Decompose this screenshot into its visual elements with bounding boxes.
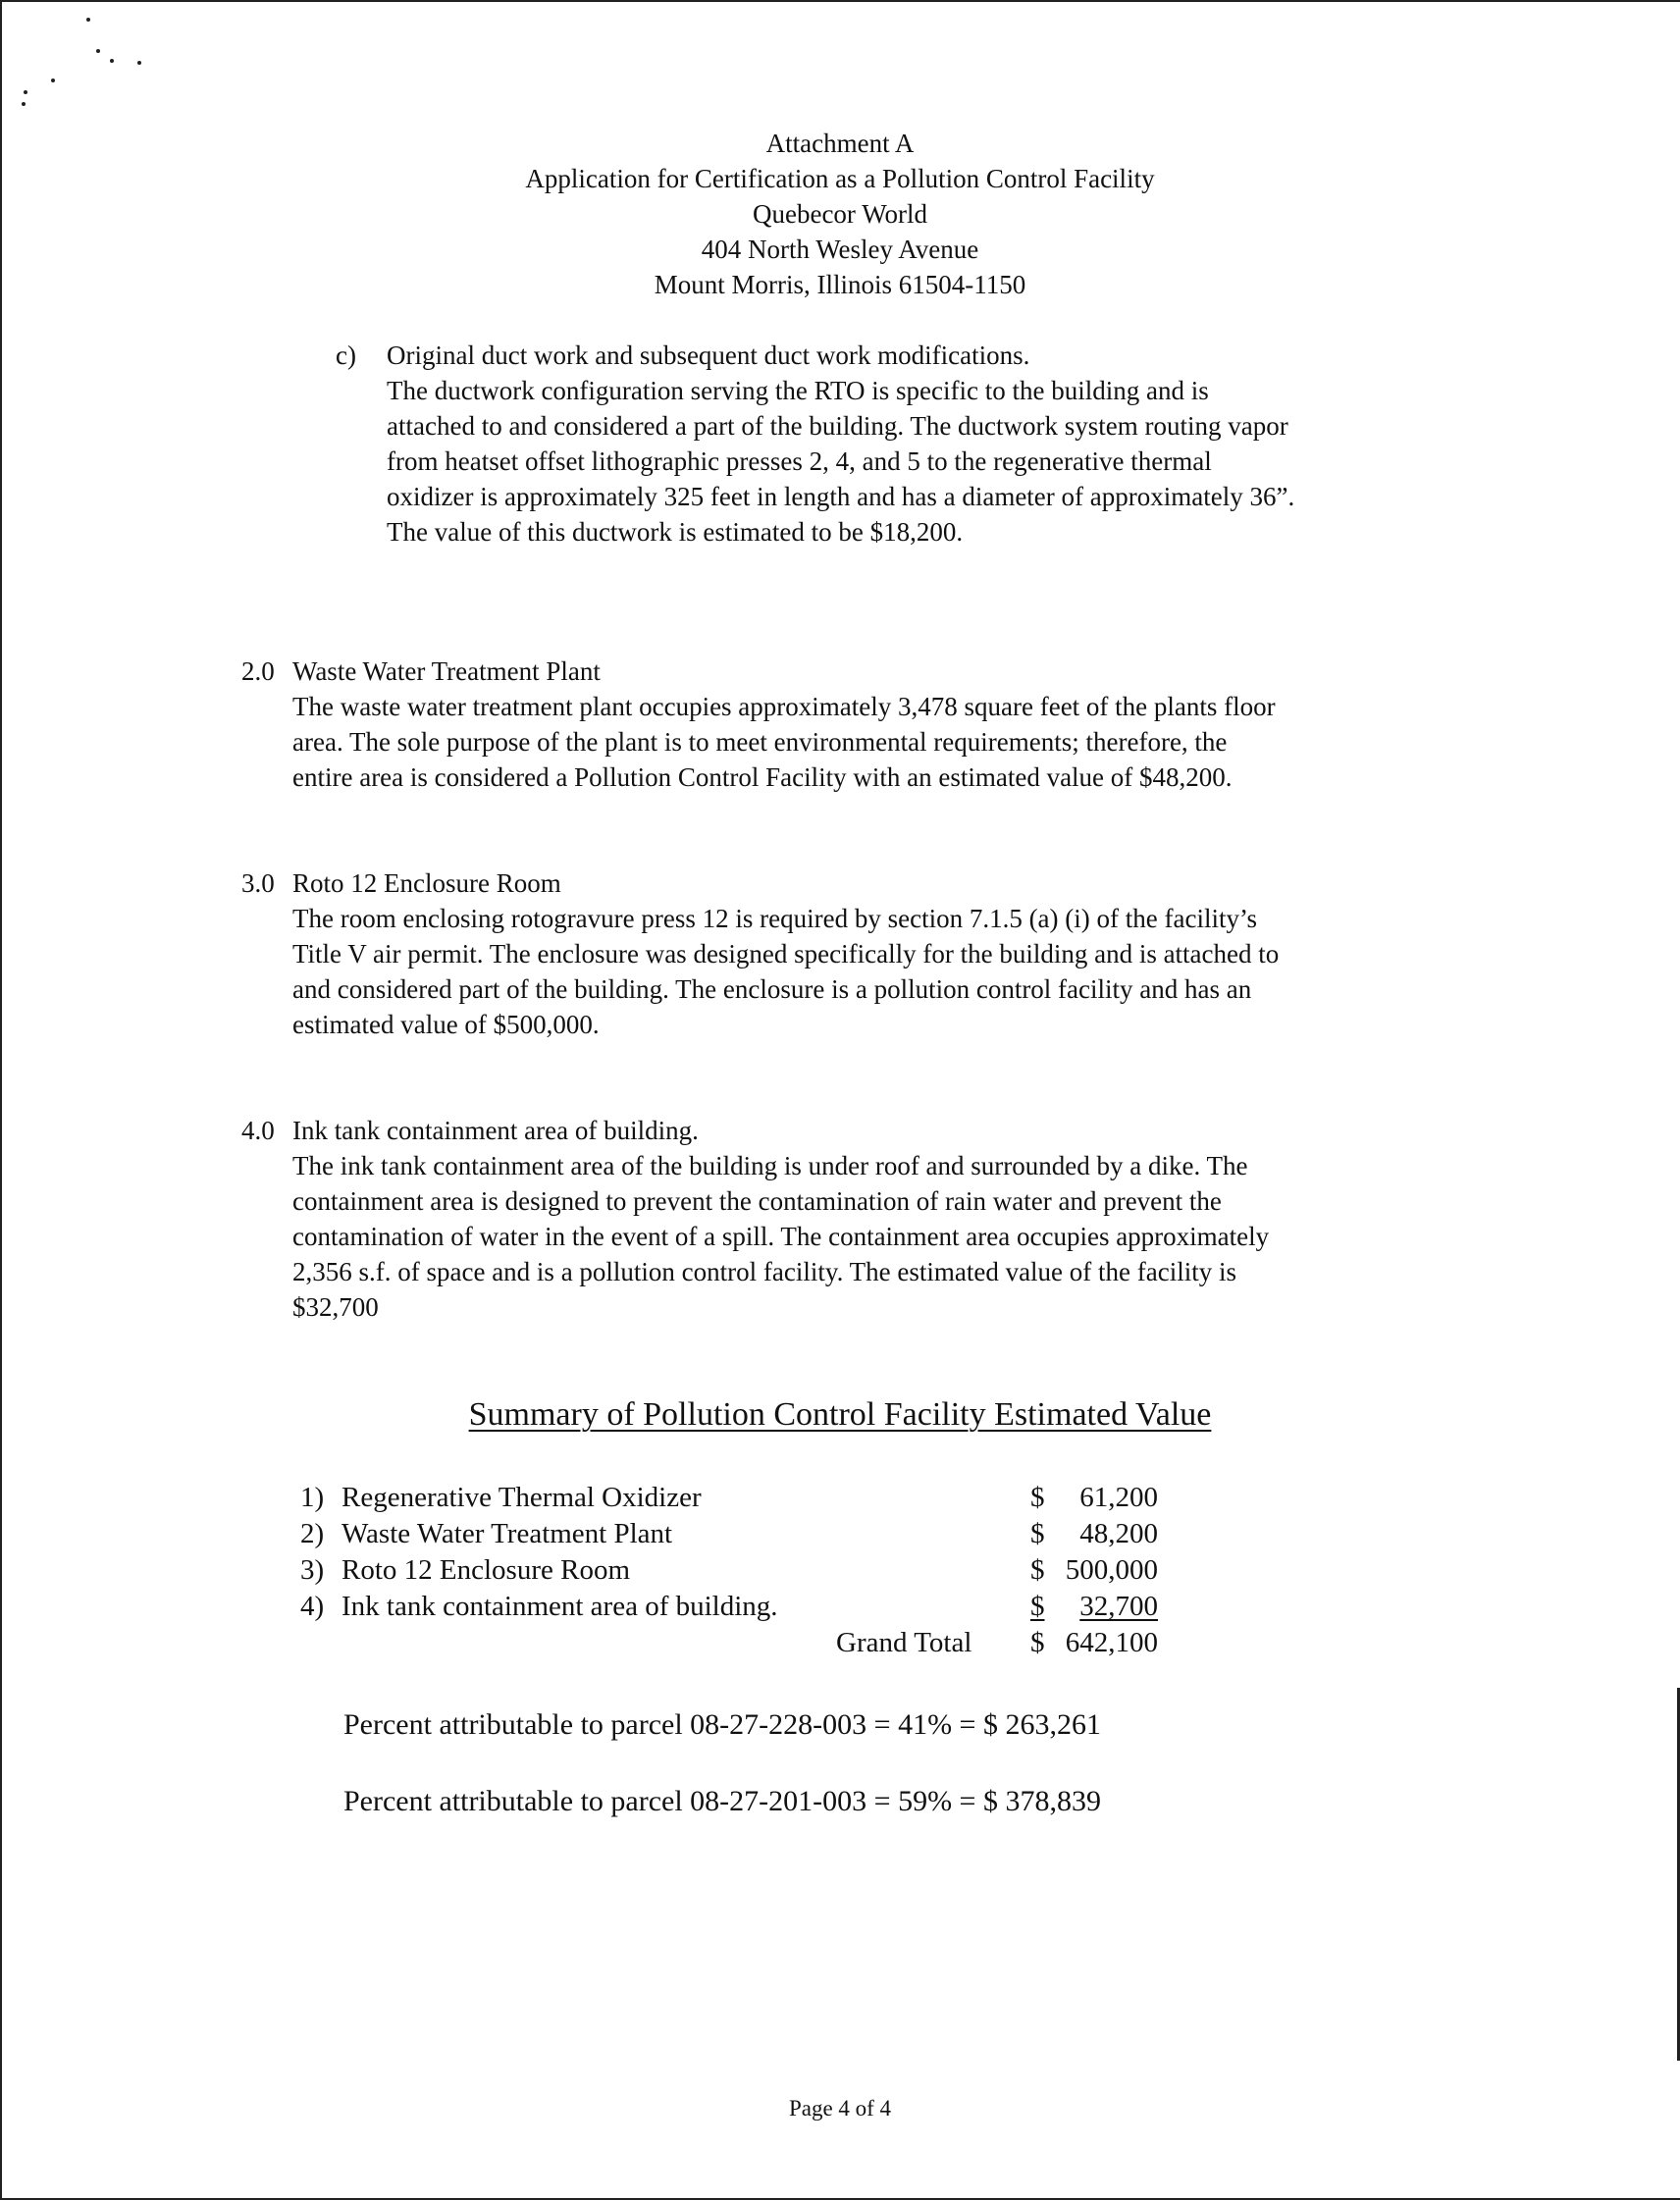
summary-row-number: 2) <box>300 1518 325 1549</box>
summary-row <box>300 1552 1183 1589</box>
summary-row-amount <box>1030 1589 1158 1625</box>
section-line: The waste water treatment plant occupies approximately 3,478 square feet of the plants floor <box>292 692 1276 721</box>
item-c-line: attached to and considered a part of the building. The ductwork system routing vapor <box>387 411 1288 441</box>
grand-total-amount <box>1030 1625 1158 1661</box>
section-heading: Waste Water Treatment Plant <box>292 656 601 686</box>
section-line: and considered part of the building. The enclosure is a pollution control facility and has an <box>292 974 1252 1004</box>
scan-speck <box>51 79 55 82</box>
summary-title: Summary of Pollution Control Facility Estimated Value <box>468 1396 1212 1433</box>
summary-row-amount <box>1030 1552 1158 1589</box>
item-c-line: oxidizer is approximately 325 feet in length and has a diameter of approximately 36”. <box>387 482 1295 511</box>
summary-row-label: Waste Water Treatment Plant <box>341 1518 673 1549</box>
summary-row-amount <box>1030 1516 1158 1552</box>
header-street-address: 404 North Wesley Avenue <box>701 235 979 264</box>
scan-speck <box>24 90 27 94</box>
scan-edge-top <box>0 0 1680 2</box>
currency-symbol: $ <box>1030 1518 1045 1549</box>
header-application-title: Application for Certification as a Pollution Control Facility <box>525 164 1155 193</box>
item-c-line: Original duct work and subsequent duct work modifications. <box>387 340 1030 370</box>
section-number: 2.0 <box>241 656 275 686</box>
parcel-percentage-1: Percent attributable to parcel 08-27-228-003 = 41% = $ 263,261 <box>343 1708 1101 1741</box>
section-line: Title V air permit. The enclosure was designed specifically for the building and is attached to <box>292 939 1280 969</box>
section-number: 3.0 <box>241 868 275 898</box>
document-header <box>0 126 1680 302</box>
item-c-line: The value of this ductwork is estimated to be $18,200. <box>387 517 964 547</box>
section-paragraph <box>292 689 1276 795</box>
summary-row <box>300 1516 1183 1552</box>
item-c-marker: c) <box>336 340 356 370</box>
section-line: area. The sole purpose of the plant is to meet environmental requirements; therefore, the <box>292 727 1228 757</box>
section-line: containment area is designed to prevent the contamination of rain water and prevent the <box>292 1186 1222 1216</box>
header-attachment: Attachment A <box>765 129 915 158</box>
item-c-line: The ductwork configuration serving the RTO is specific to the building and is <box>387 376 1209 405</box>
item-c-content <box>387 338 1294 550</box>
summary-row-number: 3) <box>300 1554 325 1586</box>
scan-speck <box>22 102 26 106</box>
section-line: 2,356 s.f. of space and is a pollution control facility. The estimated value of the facility is <box>292 1257 1236 1286</box>
item-c-line: from heatset offset lithographic presses 2, 4, and 5 to the regenerative thermal <box>387 446 1212 476</box>
summary-row <box>300 1589 1183 1625</box>
scan-edge-left <box>0 0 2 2200</box>
currency-symbol: $ <box>1030 1627 1045 1658</box>
page-number: Page 4 of 4 <box>788 2096 892 2121</box>
section-number: 4.0 <box>241 1116 275 1145</box>
scan-speck <box>86 18 90 22</box>
scan-speck <box>110 59 114 63</box>
section-paragraph <box>292 901 1279 1042</box>
parcel-percentage-2: Percent attributable to parcel 08-27-201-003 = 59% = $ 378,839 <box>343 1785 1101 1817</box>
currency-symbol: $ <box>1030 1482 1045 1513</box>
section-paragraph <box>292 1148 1269 1325</box>
amount-value: 48,200 <box>1079 1518 1158 1549</box>
section-line: The ink tank containment area of the building is under roof and surrounded by a dike. The <box>292 1151 1248 1180</box>
currency-symbol: $ <box>1030 1591 1045 1622</box>
summary-row <box>300 1480 1183 1516</box>
amount-value: 61,200 <box>1079 1482 1158 1513</box>
section-line: $32,700 <box>292 1292 379 1322</box>
currency-symbol: $ <box>1030 1554 1045 1586</box>
section-line: estimated value of $500,000. <box>292 1010 600 1039</box>
section-heading: Ink tank containment area of building. <box>292 1116 699 1145</box>
summary-row-number: 1) <box>300 1482 325 1513</box>
scan-speck <box>96 49 100 53</box>
amount-value: 642,100 <box>1065 1627 1158 1658</box>
header-company: Quebecor World <box>752 199 928 229</box>
section-line: entire area is considered a Pollution Control Facility with an estimated value of $48,200. <box>292 762 1233 792</box>
scan-speck <box>137 61 141 65</box>
summary-row-amount <box>1030 1480 1158 1516</box>
header-city-state-zip: Mount Morris, Illinois 61504-1150 <box>654 270 1026 299</box>
summary-row-label: Roto 12 Enclosure Room <box>341 1554 631 1586</box>
section-line: contamination of water in the event of a spill. The containment area occupies approximately <box>292 1222 1270 1251</box>
summary-row-number: 4) <box>300 1591 325 1622</box>
summary-row-label: Regenerative Thermal Oxidizer <box>341 1482 702 1513</box>
amount-value: 32,700 <box>1079 1591 1158 1622</box>
section-heading: Roto 12 Enclosure Room <box>292 868 561 898</box>
section-line: The room enclosing rotogravure press 12 is required by section 7.1.5 (a) (i) of the facility’s <box>292 904 1257 933</box>
summary-row-label: Ink tank containment area of building. <box>341 1591 778 1622</box>
grand-total-label: Grand Total <box>836 1627 972 1658</box>
summary-total-row <box>300 1625 1183 1661</box>
amount-value: 500,000 <box>1065 1554 1158 1586</box>
